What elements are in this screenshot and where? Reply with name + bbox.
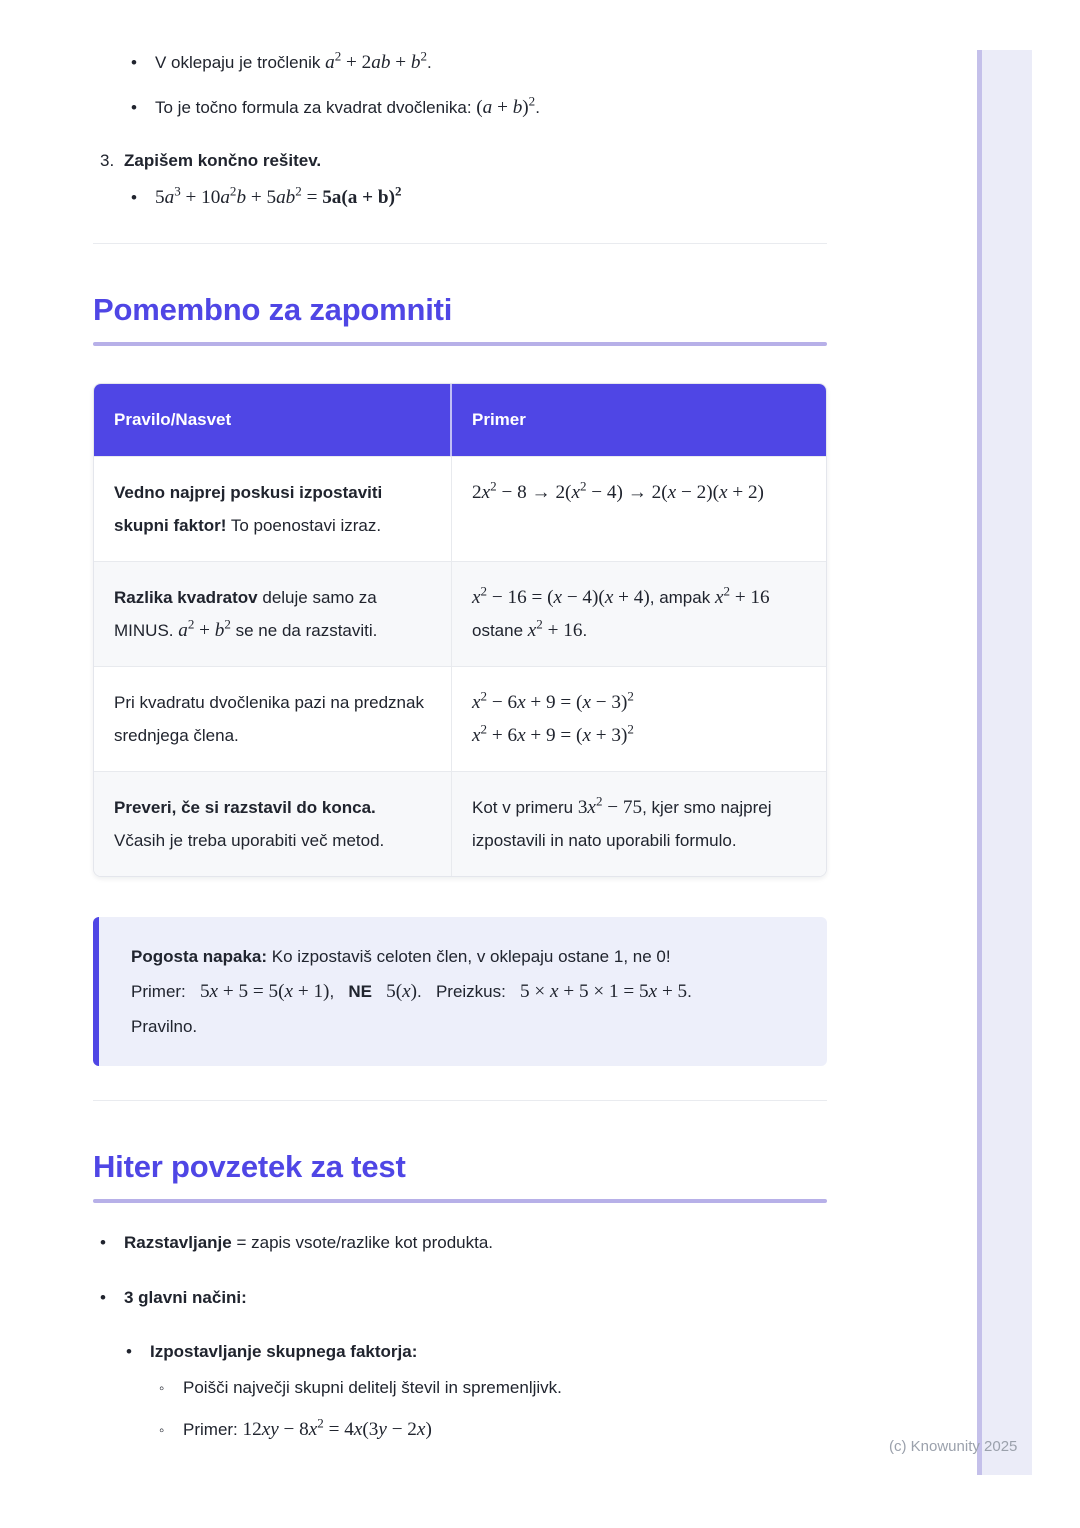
table-header-rule: Pravilo/Nasvet	[94, 384, 452, 456]
divider	[93, 1100, 827, 1101]
table-row	[94, 771, 826, 876]
list-item	[131, 50, 827, 76]
list-item	[100, 1229, 827, 1257]
list-item	[131, 95, 827, 121]
example-cell: $2x^2 - 8 \to 2(x^2 - 4) \to 2(x - 2)(x + 2)$	[472, 478, 764, 503]
callout-line: Primer: 5x + 5 = 5(x + 1), NE 5(x). Preizkus: 5 × x + 5 × 1 = 5x + 5.	[131, 981, 692, 1002]
list-item-text: V oklepaju je tročlenik $a^2 + 2ab + b^2$.	[155, 48, 432, 73]
step-number: 3.	[100, 151, 115, 170]
bullet-icon: •	[131, 98, 137, 117]
example-cell: $x^2 - 6x + 9 = (x - 3)^2$ $x^2 + 6x + 9 = (x + 3)^2$	[472, 688, 634, 746]
circle-bullet-icon: ◦	[159, 1422, 165, 1439]
list-item-text: Poišči največji skupni delitelj števil in spremenljivk.	[183, 1378, 562, 1397]
list-item	[159, 1375, 827, 1401]
summary-sub-list	[93, 1339, 827, 1443]
rule-cell: Preveri, če si razstavil do konca. Včasih je treba uporabiti več metod.	[94, 772, 452, 876]
list-item	[93, 183, 827, 213]
list-item-text: Razstavljanje = zapis vsote/razlike kot produkta.	[124, 1233, 494, 1252]
list-item	[126, 1339, 827, 1365]
document-page	[93, 0, 827, 1443]
rule-cell: Vedno najprej poskusi izpostaviti skupni faktor! To poenostavi izraz.	[94, 457, 452, 561]
section-heading-important: Pomembno za zapomniti	[93, 292, 453, 327]
table-header-row	[94, 384, 826, 456]
intro-list	[93, 50, 827, 121]
circle-bullet-icon: ◦	[159, 1380, 165, 1397]
list-item-text: To je točno formula za kvadrat dvočlenika: $(a + b)^2$.	[155, 93, 540, 118]
heading-underline	[93, 1199, 827, 1203]
bullet-icon: •	[131, 188, 137, 207]
copyright-watermark: (c) Knowunity 2025	[889, 1438, 1018, 1455]
section-heading-summary: Hiter povzetek za test	[93, 1149, 406, 1184]
table-row	[94, 561, 826, 666]
bullet-icon: •	[100, 1288, 106, 1307]
divider	[93, 243, 827, 244]
example-cell: Kot v primeru $3x^2 - 75$, kjer smo najprej izpostavili in nato uporabili formulo.	[472, 793, 772, 850]
bullet-icon: •	[131, 53, 137, 72]
numbered-step	[93, 148, 827, 174]
summary-subsub-list	[126, 1375, 827, 1443]
common-mistake-callout	[93, 917, 827, 1066]
heading-underline	[93, 342, 827, 346]
callout-line: Pravilno.	[131, 1017, 198, 1036]
list-item-text: Izpostavljanje skupnega faktorja:	[150, 1342, 418, 1361]
table-header-example: Primer	[472, 410, 526, 429]
bullet-icon: •	[100, 1233, 106, 1252]
callout-line: Pogosta napaka: Ko izpostaviš celoten člen, v oklepaju ostane 1, ne 0!	[131, 947, 671, 966]
step-title	[124, 148, 827, 174]
list-item-text: Primer: $12xy - 8x^2 = 4x(3y - 2x)$	[183, 1415, 432, 1440]
step-title-text: Zapišem končno rešitev.	[124, 151, 322, 170]
bullet-icon: •	[126, 1342, 132, 1361]
rule-cell: Pri kvadratu dvočlenika pazi na predznak srednjega člena.	[94, 667, 452, 771]
table-row	[94, 666, 826, 771]
side-scroll-track[interactable]	[977, 50, 1032, 1475]
list-item	[159, 1417, 827, 1443]
list-item-text: 3 glavni načini:	[124, 1288, 247, 1307]
summary-list	[93, 1229, 827, 1312]
rules-table	[93, 383, 827, 877]
table-row	[94, 456, 826, 561]
rule-cell: Razlika kvadratov deluje samo za MINUS. $a^2 + b^2$ se ne da razstaviti.	[94, 562, 452, 666]
example-cell: $x^2 - 16 = (x - 4)(x + 4)$, ampak $x^2 + 16$ ostane $x^2 + 16$.	[472, 583, 770, 641]
list-item-text: $5a^3 + 10a^2b + 5ab^2 = 5a(a + b)^2$	[155, 183, 402, 208]
list-item	[100, 1284, 827, 1312]
